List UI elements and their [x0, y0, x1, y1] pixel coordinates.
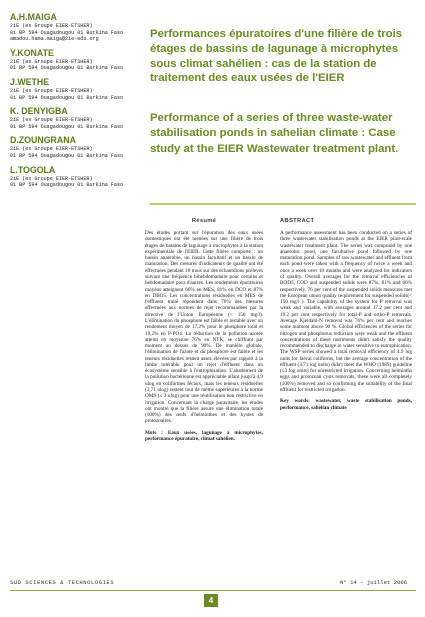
author-email[interactable]: amadou.hama.maiga@2ie-edu.org — [10, 36, 99, 43]
author-block — [10, 48, 138, 72]
resume-text: Des études portant sur l'épuration des eaux usées domestiques ont été menées sur une filière de trois étages de bassins de lagunage à microphytes à la station expérimentale de l'EIER. Cette filière comporte : un bassin anaérobie, un bassin facultatif et un bassin de maturation. Des mesures d'indicateurs de qualité ont été effectuées pendant 10 mois sur des échantillons prélevés suivant une fréquence bihebdomadaire pour certains et hebdomadaire pour d'autres. Les rendements épuratoires moyens atteignent 66% en MES, 81% en DCO et 87% en DBO5. Les concentrations résiduelles en MES de l'effluent traité répondent dans 76% des mesures effectuées aux normes de rejet recommandées par la directive de l'Union Européenne (< 150 mg/l). L'élimination du phosphore est faible et instable avec un rendement moyen de 17,2% pour le phosphore total et 19,2% en P-PO4. La réduction de la pollution azotée atteint en moyenne 76% en NTK, se chiffrant par moment au dessus de 90%. De manière globale, l'élimination de l'azote et du phosphore est faible et les teneurs résiduelles restent assez élevées par rapport à la limite tolérable pour un rejet d'effluent dans un écosystème sensible à l'eutrophisation. L'abattement de la pollution bactérienne est appréciable allant jusqu'à 4,9 ulog en coliformes fécaux, mais les teneurs résiduelles (3,71 ulog) restent tout de même supérieures à la norme OMS (≤ 3 ulog) pour une réutilisation non restrictive en irrigation. Concernant la charge parasitaire, les études ont montré que la filière assure une élimination totale (100%) des œufs d'helminthes et des kystes de protozoaires. — [145, 230, 263, 425]
resume-keywords: Mots : Eaux usées, lagunage à microphytes, performance épuratoire, climat sahélien. — [145, 429, 263, 443]
author-affiliation: 01 BP 594 Ouagadougou 01 Burkina Faso — [10, 123, 124, 130]
title-block — [150, 27, 416, 157]
abstract-text: A performance assessment has been conducted on a series of three wastewater stabilisation ponds at the EIER pilot-scale wastewater treatment plant. The series was composed by one anaerobic pond, one facultative pond followed by one maturation pond. Samples of raw wastewater and effluent from each pond were taken with a frequency of twice a week and once a week over 10 months and were analyzed for indicators of quality. Overall averages for the removal efficiencies of BOD5, COD and suspended solids were 87%, 81% and 66% respectively. 76 per cent of the suspended solids measures met the European union quality requirement for suspended solids(< 150 mg/l ). The capability of the system for P removal was weak and variable, with averages around 17.2 per cent and 19.2 per cent respectively for total-P and ortho-P removals. Average Kjeldahl-N removal was 76% per cent and reaches some moment above 90 %. Global efficiences of the series for nitrogen and phosphorus reduction were weak and the effluent concentrations of these nutriments didn't satisfy the quality recommended to discharge in water sensitive to eutrophication. The WSP series showed a total removal efficiency of 4.9 log units for faecal coliforms, but the average concentration of the effluent (3.71 log units) didn't meet the WHO (1989) guideline (≤3 log units) for unrestricted irrigation. Concerning helminths eggs and protozoan cysts removals, these were all completely (100%) removed and so confirming the suitability of the final effluent for restricted irrigation. — [280, 230, 412, 394]
author-block — [10, 165, 138, 189]
title-divider — [150, 203, 416, 205]
author-affiliation: 01 BP 594 Ouagadougou 01 Burkina Faso — [10, 65, 124, 72]
author-block — [10, 12, 138, 43]
resume-column — [145, 218, 263, 443]
author-affiliation: 2iE (ex Groupe EIER-ETSHER) — [10, 175, 93, 182]
author-affiliation: 01 BP 594 Ouagadougou 01 Burkina Faso — [10, 182, 124, 189]
author-block — [10, 77, 138, 101]
footer-rule — [10, 590, 416, 591]
author-name: K. DENYIGBA — [10, 106, 68, 117]
author-affiliation: 01 BP 594 Ouagadougou 01 Burkina Faso — [10, 152, 124, 159]
title-english: Performance of a series of three waste-water stabilisation ponds in sahelian climate : Case study at the EIER Wastewater treatment plant. — [150, 112, 399, 155]
author-block — [10, 135, 138, 159]
author-name: L.TOGOLA — [10, 164, 56, 175]
author-name: Y.KONATE — [10, 47, 54, 58]
author-affiliation: 01 BP 594 Ouagadougou 01 Burkina Faso — [10, 94, 124, 101]
author-name: J.WETHE — [10, 76, 50, 87]
author-list — [10, 12, 138, 194]
abstract-keywords: Key words: wastewater, waste stabilisation ponds, performance, sahelian climate — [280, 398, 412, 411]
author-block — [10, 106, 138, 130]
abstract-column — [280, 218, 412, 411]
journal-name: SUD SCIENCES & TECHNOLOGIES — [10, 579, 115, 586]
author-affiliation: 2iE (ex Groupe EIER-ETSHER) — [10, 58, 93, 65]
author-affiliation: 2iE (ex Groupe EIER-ETSHER) — [10, 23, 93, 29]
abstract-heading: ABSTRACT — [280, 218, 315, 224]
author-affiliation: 2iE (ex Groupe EIER-ETSHER) — [10, 117, 93, 124]
title-french: Performances épuratoires d'une filière de trois étages de bassins de lagunage à microphytes sous climat sahélien : cas de la station de traitement des eaux usées de l'EIER — [150, 28, 403, 85]
author-affiliation: 2iE (ex Groupe EIER-ETSHER) — [10, 146, 93, 153]
author-name: D.ZOUNGRANA — [10, 135, 76, 146]
author-name: A.H.MAIGA — [10, 12, 57, 22]
author-affiliation: 2iE (ex Groupe EIER-ETSHER) — [10, 87, 93, 94]
author-affiliation: 01 BP 594 Ouagadougou 01 Burkina Faso — [10, 29, 124, 36]
resume-heading: Résumé — [191, 218, 217, 224]
page-number: 4 — [204, 594, 218, 607]
issue-date: N° 14 - juillet 2006 — [340, 579, 408, 586]
